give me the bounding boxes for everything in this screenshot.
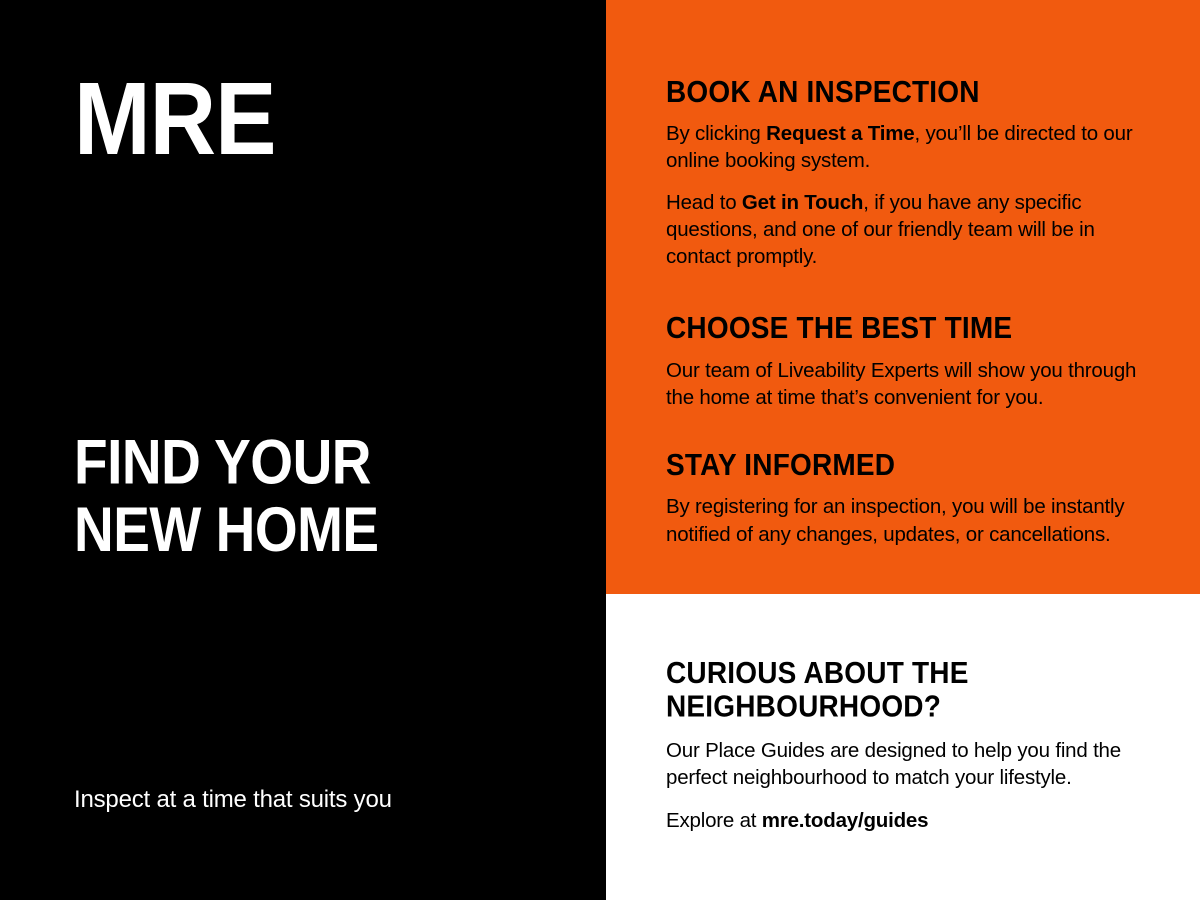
section-title-line-2: NEIGHBOURHOOD? bbox=[666, 689, 942, 724]
paragraph-pre-text: By clicking bbox=[666, 122, 767, 146]
paragraph-post-text: , if you have any specific questions, and one of our friendly team will be in contact promptly. bbox=[666, 190, 1095, 269]
right-column bbox=[606, 0, 1200, 900]
page-title bbox=[74, 426, 379, 565]
page-title-line-1: FIND YOUR bbox=[74, 426, 372, 498]
page-title-line-2: NEW HOME bbox=[74, 494, 379, 565]
explore-line bbox=[666, 807, 1144, 834]
section-title-line-1: CURIOUS ABOUT THE bbox=[666, 656, 969, 690]
section-paragraph: Our team of Liveability Experts will show you through the home at time that’s convenient for you. bbox=[666, 358, 1137, 409]
section-paragraph bbox=[666, 189, 1144, 271]
brand-logo: MRE bbox=[74, 62, 276, 177]
paragraph-bold-text: Get in Touch bbox=[741, 190, 864, 214]
instructions-panel bbox=[606, 0, 1200, 594]
paragraph-bold-text: Request a Time bbox=[766, 122, 915, 146]
paragraph-post-text: , you’ll be directed to our online booking system. bbox=[666, 122, 1133, 173]
explore-prefix: Explore at bbox=[666, 809, 762, 833]
hero-footnote: Inspect at a time that suits you bbox=[74, 786, 392, 813]
guides-link[interactable]: mre.today/guides bbox=[761, 809, 929, 833]
section-title-stay-informed: STAY INFORMED bbox=[666, 448, 896, 482]
section-title-book-an-inspection: BOOK AN INSPECTION bbox=[666, 74, 980, 109]
section-title-curious-about-the-neighbourhood bbox=[666, 656, 1144, 724]
neighbourhood-body: Our Place Guides are designed to help you find the perfect neighbourhood to match your lifestyle. bbox=[666, 738, 1121, 789]
section-paragraph bbox=[666, 120, 1144, 175]
paragraph-pre-text: Head to bbox=[666, 190, 742, 214]
neighbourhood-panel bbox=[606, 594, 1200, 900]
section-paragraph: By registering for an inspection, you will be instantly notified of any changes, updates, or cancellations. bbox=[666, 495, 1125, 546]
section-title-choose-the-best-time: CHOOSE THE BEST TIME bbox=[666, 311, 1013, 345]
